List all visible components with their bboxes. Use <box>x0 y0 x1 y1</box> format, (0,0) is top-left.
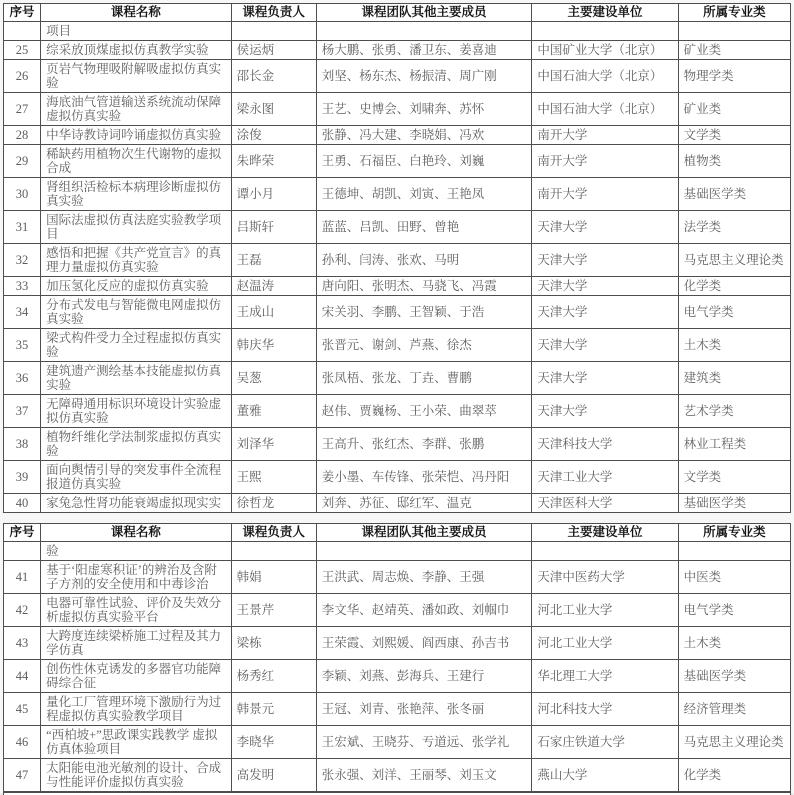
unit-cell <box>532 22 678 41</box>
table-header <box>4 4 791 22</box>
category-cell: 马克思主义理论类 <box>678 244 790 277</box>
unit-cell: 南开大学 <box>532 126 678 145</box>
table-row <box>4 542 791 561</box>
table-row <box>4 494 791 513</box>
no-cell: 27 <box>4 93 41 126</box>
no-cell: 26 <box>4 60 41 93</box>
leader-cell: 邵长金 <box>231 60 316 93</box>
no-cell: 40 <box>4 494 41 513</box>
members-cell: 李文华、赵靖英、潘如政、刘帼巾 <box>316 594 532 627</box>
course-table-upper <box>3 3 791 513</box>
category-cell: 电气学类 <box>678 296 790 329</box>
column-header-number: 序号 <box>4 4 41 22</box>
table-row <box>4 594 791 627</box>
name-cell: 创伤性休克诱发的多器官功能障碍综合征 <box>41 660 231 693</box>
category-cell: 法学类 <box>678 211 790 244</box>
members-cell: 杨大鹏、张勇、潘卫东、姜喜迪 <box>316 41 532 60</box>
category-cell <box>678 22 790 41</box>
unit-cell: 中国矿业大学（北京） <box>532 41 678 60</box>
members-cell: 王艺、史博会、刘啸奔、苏怀 <box>316 93 532 126</box>
table-row <box>4 693 791 726</box>
table-row <box>4 726 791 759</box>
table-row <box>4 277 791 296</box>
members-cell: 赵伟、贾巍杨、王小荣、曲翠萃 <box>316 395 532 428</box>
category-cell: 艺术学类 <box>678 395 790 428</box>
table-row <box>4 561 791 594</box>
leader-cell: 侯运炳 <box>231 41 316 60</box>
column-header-category: 所属专业类 <box>678 4 790 22</box>
unit-cell: 天津大学 <box>532 362 678 395</box>
column-header-members: 课程团队其他主要成员 <box>316 4 532 22</box>
name-cell: 项目 <box>41 22 231 41</box>
leader-cell: 杨秀红 <box>231 660 316 693</box>
table-row <box>4 362 791 395</box>
course-table-lower <box>3 523 791 792</box>
category-cell: 矿业类 <box>678 93 790 126</box>
leader-cell: 吕斯轩 <box>231 211 316 244</box>
unit-cell: 石家庄铁道大学 <box>532 726 678 759</box>
no-cell: 42 <box>4 594 41 627</box>
header-row <box>4 524 791 542</box>
no-cell: 39 <box>4 461 41 494</box>
unit-cell: 河北工业大学 <box>532 627 678 660</box>
category-cell: 化学类 <box>678 277 790 296</box>
no-cell: 47 <box>4 759 41 792</box>
members-cell: 王德坤、胡凯、刘寅、王艳凤 <box>316 178 532 211</box>
name-cell: 无障碍通用标识环境设计实验虚拟仿真实验 <box>41 395 231 428</box>
category-cell: 基础医学类 <box>678 178 790 211</box>
table-body <box>4 542 791 792</box>
unit-cell: 天津大学 <box>532 211 678 244</box>
unit-cell: 天津科技大学 <box>532 428 678 461</box>
leader-cell: 赵温涛 <box>231 277 316 296</box>
table-row <box>4 627 791 660</box>
no-cell: 45 <box>4 693 41 726</box>
name-cell: 国际法虚拟仿真法庭实验教学项目 <box>41 211 231 244</box>
members-cell: 王勇、石福臣、白艳玲、刘巍 <box>316 145 532 178</box>
name-cell: 建筑遗产测绘基本技能虚拟仿真实验 <box>41 362 231 395</box>
table-row <box>4 461 791 494</box>
table-row <box>4 329 791 362</box>
table-row <box>4 759 791 792</box>
name-cell: 分布式发电与智能微电网虚拟仿真实验 <box>41 296 231 329</box>
unit-cell: 河北科技大学 <box>532 693 678 726</box>
no-cell: 46 <box>4 726 41 759</box>
no-cell: 25 <box>4 41 41 60</box>
name-cell: 面向舆情引导的突发事件全流程报道仿真实验 <box>41 461 231 494</box>
no-cell: 35 <box>4 329 41 362</box>
unit-cell: 天津大学 <box>532 296 678 329</box>
table-row <box>4 660 791 693</box>
table-row <box>4 395 791 428</box>
no-cell: 34 <box>4 296 41 329</box>
leader-cell: 高发明 <box>231 759 316 792</box>
members-cell: 王冠、刘青、张艳萍、张冬丽 <box>316 693 532 726</box>
no-cell: 43 <box>4 627 41 660</box>
column-header-unit: 主要建设单位 <box>532 524 678 542</box>
table-row <box>4 178 791 211</box>
name-cell: 验 <box>41 542 231 561</box>
category-cell: 基础医学类 <box>678 660 790 693</box>
column-header-leader: 课程负责人 <box>231 4 316 22</box>
leader-cell: 王成山 <box>231 296 316 329</box>
leader-cell: 梁栋 <box>231 627 316 660</box>
members-cell <box>316 542 532 561</box>
members-cell: 张晋元、谢剑、芦燕、徐杰 <box>316 329 532 362</box>
name-cell: “西柏坡+”思政课实践教学 虚拟仿真体验项目 <box>41 726 231 759</box>
category-cell: 马克思主义理论类 <box>678 726 790 759</box>
unit-cell: 天津中医药大学 <box>532 561 678 594</box>
unit-cell: 天津医科大学 <box>532 494 678 513</box>
column-header-course-name: 课程名称 <box>41 4 231 22</box>
name-cell: 基于‘阳虚寒积证’的辨治及含附子方剂的安全使用和中毒诊治 <box>41 561 231 594</box>
members-cell: 李颖、刘燕、彭海兵、王建行 <box>316 660 532 693</box>
no-cell: 44 <box>4 660 41 693</box>
members-cell: 孙利、闫涛、张欢、马明 <box>316 244 532 277</box>
no-cell: 28 <box>4 126 41 145</box>
no-cell: 29 <box>4 145 41 178</box>
name-cell: 稀缺药用植物次生代谢物的虚拟合成 <box>41 145 231 178</box>
table-row <box>4 93 791 126</box>
unit-cell: 河北工业大学 <box>532 594 678 627</box>
members-cell: 王宏斌、王晓芬、亐道远、张学礼 <box>316 726 532 759</box>
members-cell: 张永强、刘洋、王丽琴、刘玉文 <box>316 759 532 792</box>
leader-cell: 刘泽华 <box>231 428 316 461</box>
name-cell: 综采放顶煤虚拟仿真教学实验 <box>41 41 231 60</box>
name-cell: 海底油气管道输送系统流动保障虚拟仿真实验 <box>41 93 231 126</box>
leader-cell: 韩娟 <box>231 561 316 594</box>
category-cell: 电气学类 <box>678 594 790 627</box>
name-cell: 家兔急性肾功能衰竭虚拟现实实 <box>41 494 231 513</box>
name-cell: 梁式构件受力全过程虚拟仿真实验 <box>41 329 231 362</box>
members-cell: 蓝蓝、吕凯、田野、曾艳 <box>316 211 532 244</box>
no-cell: 41 <box>4 561 41 594</box>
table-row <box>4 296 791 329</box>
column-header-number: 序号 <box>4 524 41 542</box>
leader-cell: 谭小月 <box>231 178 316 211</box>
no-cell: 30 <box>4 178 41 211</box>
unit-cell: 天津大学 <box>532 244 678 277</box>
table-row <box>4 126 791 145</box>
unit-cell: 天津大学 <box>532 329 678 362</box>
name-cell: 页岩气物理吸附解吸虚拟仿真实验 <box>41 60 231 93</box>
no-cell: 31 <box>4 211 41 244</box>
unit-cell: 天津大学 <box>532 395 678 428</box>
members-cell: 张静、冯大建、李晓娟、冯欢 <box>316 126 532 145</box>
name-cell: 加压氢化反应的虚拟仿真实验 <box>41 277 231 296</box>
category-cell <box>678 542 790 561</box>
category-cell: 土木类 <box>678 329 790 362</box>
table-row <box>4 244 791 277</box>
no-cell: 32 <box>4 244 41 277</box>
members-cell: 刘奔、苏征、邸红军、温克 <box>316 494 532 513</box>
leader-cell: 王熙 <box>231 461 316 494</box>
leader-cell <box>231 542 316 561</box>
category-cell: 文学类 <box>678 126 790 145</box>
no-cell: 38 <box>4 428 41 461</box>
column-header-category: 所属专业类 <box>678 524 790 542</box>
category-cell: 基础医学类 <box>678 494 790 513</box>
header-row <box>4 4 791 22</box>
leader-cell <box>231 22 316 41</box>
no-cell: 36 <box>4 362 41 395</box>
category-cell: 建筑类 <box>678 362 790 395</box>
category-cell: 物理学类 <box>678 60 790 93</box>
name-cell: 电器可靠性试验、评价及失效分析虚拟仿真实验平台 <box>41 594 231 627</box>
table-header <box>4 524 791 542</box>
leader-cell: 韩庆华 <box>231 329 316 362</box>
category-cell: 林业工程类 <box>678 428 790 461</box>
name-cell: 中华诗教诗词吟诵虚拟仿真实验 <box>41 126 231 145</box>
members-cell: 王荣霞、刘熙媛、阎西康、孙吉书 <box>316 627 532 660</box>
leader-cell: 董雅 <box>231 395 316 428</box>
column-header-course-name: 课程名称 <box>41 524 231 542</box>
column-header-unit: 主要建设单位 <box>532 4 678 22</box>
table-body <box>4 22 791 513</box>
no-cell <box>4 542 41 561</box>
no-cell: 33 <box>4 277 41 296</box>
table-gap <box>3 513 794 523</box>
members-cell: 宋关羽、李鹏、王智颖、于浩 <box>316 296 532 329</box>
name-cell: 肾组织活检标本病理诊断虚拟仿真实验 <box>41 178 231 211</box>
unit-cell: 中国石油大学（北京） <box>532 93 678 126</box>
unit-cell: 中国石油大学（北京） <box>532 60 678 93</box>
name-cell: 量化工厂管理环境下激励行为过程虚拟仿真实验教学项目 <box>41 693 231 726</box>
unit-cell <box>532 542 678 561</box>
leader-cell: 徐哲龙 <box>231 494 316 513</box>
no-cell: 37 <box>4 395 41 428</box>
members-cell: 姜小墨、车传锋、张荣恺、冯丹阳 <box>316 461 532 494</box>
leader-cell: 韩景元 <box>231 693 316 726</box>
table-row <box>4 145 791 178</box>
name-cell: 大跨度连续梁桥施工过程及其力学仿真 <box>41 627 231 660</box>
members-cell: 刘坚、杨东杰、杨振清、周广刚 <box>316 60 532 93</box>
members-cell <box>316 22 532 41</box>
table-row <box>4 211 791 244</box>
members-cell: 王洪武、周志焕、李静、王强 <box>316 561 532 594</box>
category-cell: 文学类 <box>678 461 790 494</box>
no-cell <box>4 22 41 41</box>
leader-cell: 吴葱 <box>231 362 316 395</box>
unit-cell: 天津大学 <box>532 277 678 296</box>
unit-cell: 天津工业大学 <box>532 461 678 494</box>
name-cell: 太阳能电池光敏剂的设计、合成与性能评价虚拟仿真实验 <box>41 759 231 792</box>
members-cell: 王高升、张红杰、李群、张鹏 <box>316 428 532 461</box>
category-cell: 土木类 <box>678 627 790 660</box>
leader-cell: 王景芹 <box>231 594 316 627</box>
column-header-members: 课程团队其他主要成员 <box>316 524 532 542</box>
table-row <box>4 41 791 60</box>
leader-cell: 李晓华 <box>231 726 316 759</box>
members-cell: 张凤梧、张龙、丁垚、曹鹏 <box>316 362 532 395</box>
category-cell: 中医类 <box>678 561 790 594</box>
leader-cell: 朱晔荣 <box>231 145 316 178</box>
category-cell: 化学类 <box>678 759 790 792</box>
unit-cell: 华北理工大学 <box>532 660 678 693</box>
table-row <box>4 60 791 93</box>
table-row <box>4 22 791 41</box>
leader-cell: 涂俊 <box>231 126 316 145</box>
column-header-leader: 课程负责人 <box>231 524 316 542</box>
unit-cell: 南开大学 <box>532 145 678 178</box>
category-cell: 矿业类 <box>678 41 790 60</box>
name-cell: 植物纤维化学法制浆虚拟仿真实验 <box>41 428 231 461</box>
leader-cell: 梁永图 <box>231 93 316 126</box>
members-cell: 唐向阳、张明杰、马骁飞、冯霞 <box>316 277 532 296</box>
category-cell: 经济管理类 <box>678 693 790 726</box>
name-cell: 感悟和把握《共产党宣言》的真理力量虚拟仿真实验 <box>41 244 231 277</box>
leader-cell: 王磊 <box>231 244 316 277</box>
table-row <box>4 428 791 461</box>
category-cell: 植物类 <box>678 145 790 178</box>
unit-cell: 燕山大学 <box>532 759 678 792</box>
unit-cell: 南开大学 <box>532 178 678 211</box>
